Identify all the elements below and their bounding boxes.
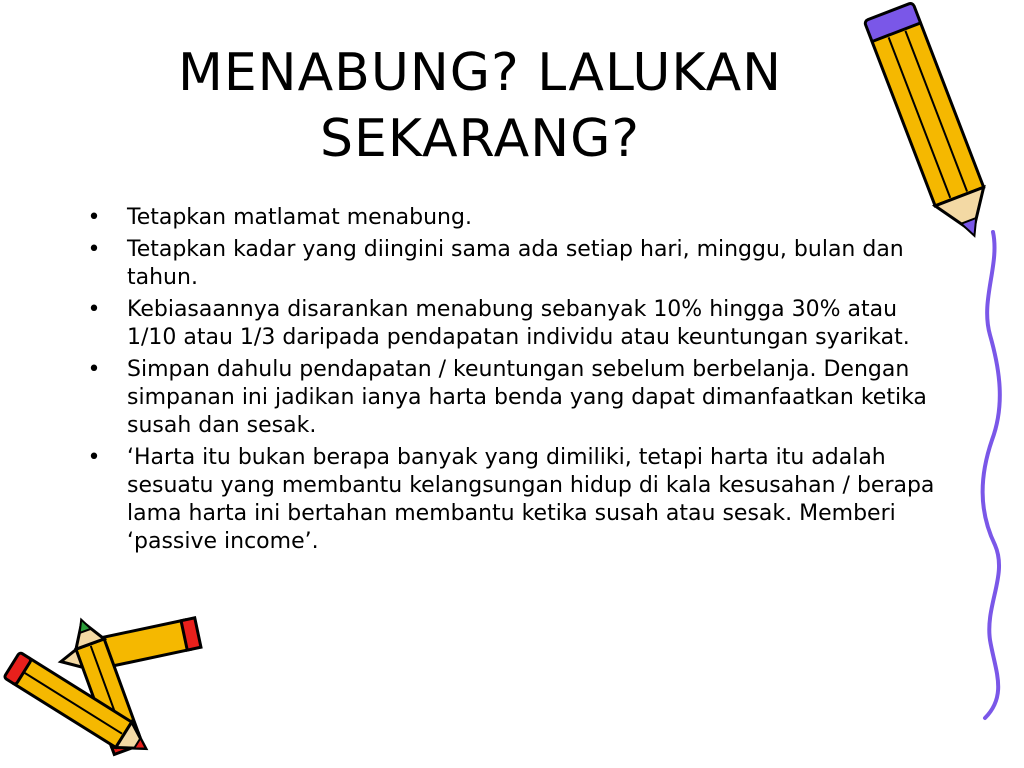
- slide-title: [80, 40, 880, 172]
- bullet-item: [84, 296, 944, 352]
- bullet-item: [84, 236, 944, 292]
- bullet-marker: •: [87, 357, 101, 382]
- bullet-text: Simpan dahulu pendapatan / keuntungan sebelum berbelanja. Dengan simpanan ini jadikan ianya harta benda yang dapat dimanfaatkan ketika susah dan sesak.: [127, 357, 927, 438]
- bullet-list: [84, 204, 944, 560]
- wavy-border-line: [983, 232, 1000, 718]
- bullet-marker: •: [87, 237, 101, 262]
- bullet-text: Tetapkan kadar yang diingini sama ada setiap hari, minggu, bulan dan tahun.: [127, 237, 904, 290]
- bullet-item: [84, 444, 944, 556]
- bullet-item: [84, 356, 944, 440]
- bullet-marker: •: [87, 205, 101, 230]
- title-line-2: SEKARANG?: [319, 109, 640, 169]
- bullet-item: [84, 204, 944, 232]
- title-line-1: MENABUNG? LALUKAN: [177, 43, 783, 103]
- crossed-pencils-icon: [4, 614, 201, 761]
- bullet-marker: •: [87, 445, 101, 470]
- bullet-marker: •: [87, 297, 101, 322]
- bullet-text: Tetapkan matlamat menabung.: [127, 205, 472, 230]
- bullet-text: ‘Harta itu bukan berapa banyak yang dimiliki, tetapi harta itu adalah sesuatu yang membantu kelangsungan hidup di kala kesusahan / berapa lama harta ini bertahan membantu ketika susah atau sesak. Memberi ‘passive income’.: [127, 445, 935, 554]
- bullet-text: Kebiasaannya disarankan menabung sebanyak 10% hingga 30% atau 1/10 atau 1/3 daripada pendapatan individu atau keuntungan syarikat.: [127, 297, 910, 350]
